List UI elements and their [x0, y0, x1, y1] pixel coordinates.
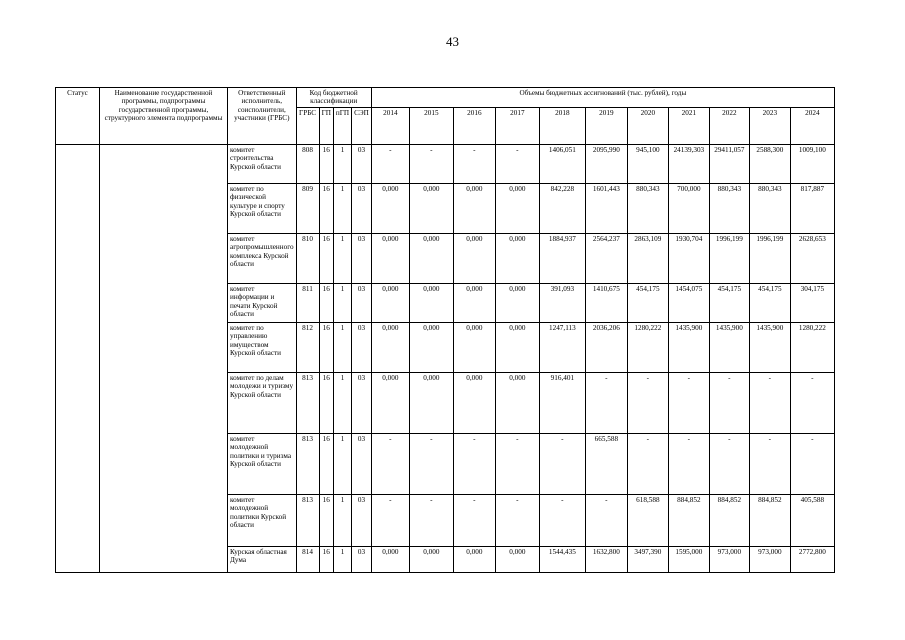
executor-cell: комитет агропромышленного комплекса Курской области — [228, 233, 297, 283]
value-cell: 0,000 — [453, 372, 495, 433]
value-cell: 880,343 — [709, 183, 749, 233]
value-cell: - — [749, 372, 790, 433]
code-cell: 03 — [352, 546, 372, 572]
value-cell: 3497,390 — [627, 546, 668, 572]
value-cell: 1544,435 — [539, 546, 585, 572]
value-cell: 0,000 — [453, 322, 495, 372]
header-year: 2019 — [585, 107, 627, 144]
code-cell: 16 — [319, 283, 333, 322]
value-cell: 665,588 — [585, 433, 627, 494]
value-cell: 817,887 — [790, 183, 834, 233]
value-cell: - — [539, 433, 585, 494]
code-cell: 03 — [352, 372, 372, 433]
value-cell: - — [495, 433, 539, 494]
code-cell: 16 — [319, 233, 333, 283]
header-budget-code: Код бюджетной классификации — [296, 88, 371, 108]
value-cell: 0,000 — [453, 546, 495, 572]
value-cell: 880,343 — [627, 183, 668, 233]
value-cell: 0,000 — [371, 233, 409, 283]
header-volumes: Объемы бюджетных ассигнований (тыс. рублей), годы — [371, 88, 834, 108]
value-cell: - — [749, 433, 790, 494]
header-year: 2023 — [749, 107, 790, 144]
code-cell: 1 — [333, 372, 351, 433]
header-code-gp: ГП — [319, 107, 333, 144]
value-cell: 1410,675 — [585, 283, 627, 322]
header-name: Наименование государственной программы, подпрограммы государственной программы, структурного элемента подпрограммы — [100, 88, 228, 145]
executor-cell: комитет молодежной политики Курской области — [228, 494, 297, 546]
value-cell: 0,000 — [495, 546, 539, 572]
value-cell: 916,401 — [539, 372, 585, 433]
code-cell: 1 — [333, 322, 351, 372]
value-cell: 0,000 — [453, 283, 495, 322]
value-cell: 1435,900 — [668, 322, 709, 372]
value-cell: 0,000 — [371, 183, 409, 233]
code-cell: 813 — [296, 494, 319, 546]
code-cell: 03 — [352, 283, 372, 322]
value-cell: 1247,113 — [539, 322, 585, 372]
value-cell: 0,000 — [495, 233, 539, 283]
value-cell: 0,000 — [495, 372, 539, 433]
value-cell: 618,588 — [627, 494, 668, 546]
code-cell: 03 — [352, 183, 372, 233]
value-cell: 1996,199 — [749, 233, 790, 283]
value-cell: 2863,109 — [627, 233, 668, 283]
value-cell: 1454,075 — [668, 283, 709, 322]
value-cell: 1601,443 — [585, 183, 627, 233]
value-cell: - — [539, 494, 585, 546]
header-year: 2020 — [627, 107, 668, 144]
header-row — [56, 88, 835, 108]
value-cell: 391,093 — [539, 283, 585, 322]
value-cell: 1930,704 — [668, 233, 709, 283]
value-cell: 1435,900 — [749, 322, 790, 372]
code-cell: 1 — [333, 494, 351, 546]
value-cell: 880,343 — [749, 183, 790, 233]
code-cell: 16 — [319, 183, 333, 233]
executor-cell: комитет строительства Курской области — [228, 144, 297, 183]
value-cell: 0,000 — [409, 183, 453, 233]
value-cell: - — [585, 372, 627, 433]
code-cell: 03 — [352, 433, 372, 494]
value-cell: - — [495, 494, 539, 546]
value-cell: 1884,937 — [539, 233, 585, 283]
executor-cell: комитет молодежной политики и туризма Курской области — [228, 433, 297, 494]
value-cell: 1280,222 — [790, 322, 834, 372]
code-cell: 03 — [352, 144, 372, 183]
value-cell: 0,000 — [371, 546, 409, 572]
value-cell: - — [495, 144, 539, 183]
value-cell: 454,175 — [709, 283, 749, 322]
value-cell: 0,000 — [371, 322, 409, 372]
value-cell: 0,000 — [371, 372, 409, 433]
value-cell: - — [371, 494, 409, 546]
value-cell: 2628,653 — [790, 233, 834, 283]
value-cell: 1996,199 — [709, 233, 749, 283]
budget-table — [55, 87, 835, 573]
code-cell: 809 — [296, 183, 319, 233]
executor-cell: комитет информации и печати Курской области — [228, 283, 297, 322]
program-name-cell — [100, 144, 228, 572]
value-cell: 1009,100 — [790, 144, 834, 183]
value-cell: 2036,206 — [585, 322, 627, 372]
header-code-grbs: ГРБС — [296, 107, 319, 144]
code-cell: 1 — [333, 233, 351, 283]
code-cell: 16 — [319, 546, 333, 572]
value-cell: 0,000 — [495, 183, 539, 233]
code-cell: 1 — [333, 183, 351, 233]
value-cell: 0,000 — [409, 322, 453, 372]
value-cell: 2564,237 — [585, 233, 627, 283]
value-cell: 2772,800 — [790, 546, 834, 572]
value-cell: - — [371, 144, 409, 183]
code-cell: 812 — [296, 322, 319, 372]
code-cell: 03 — [352, 233, 372, 283]
value-cell: - — [627, 372, 668, 433]
table-row — [56, 144, 835, 183]
value-cell: 2095,990 — [585, 144, 627, 183]
code-cell: 811 — [296, 283, 319, 322]
value-cell: 700,000 — [668, 183, 709, 233]
header-year: 2018 — [539, 107, 585, 144]
header-code-pgp: пГП — [333, 107, 351, 144]
value-cell: 0,000 — [409, 372, 453, 433]
value-cell: 405,588 — [790, 494, 834, 546]
value-cell: 0,000 — [409, 233, 453, 283]
header-year: 2017 — [495, 107, 539, 144]
header-year: 2022 — [709, 107, 749, 144]
value-cell: 945,100 — [627, 144, 668, 183]
value-cell: - — [409, 494, 453, 546]
value-cell: - — [790, 433, 834, 494]
value-cell: 0,000 — [409, 283, 453, 322]
value-cell: - — [627, 433, 668, 494]
code-cell: 808 — [296, 144, 319, 183]
value-cell: 454,175 — [627, 283, 668, 322]
value-cell: 29411,057 — [709, 144, 749, 183]
value-cell: 1595,000 — [668, 546, 709, 572]
value-cell: 454,175 — [749, 283, 790, 322]
value-cell: 884,852 — [749, 494, 790, 546]
value-cell: 1406,051 — [539, 144, 585, 183]
code-cell: 16 — [319, 322, 333, 372]
value-cell: - — [409, 144, 453, 183]
header-code-sep: СЭП — [352, 107, 372, 144]
value-cell: - — [790, 372, 834, 433]
value-cell: 973,000 — [709, 546, 749, 572]
header-year: 2024 — [790, 107, 834, 144]
code-cell: 813 — [296, 372, 319, 433]
value-cell: - — [371, 433, 409, 494]
code-cell: 16 — [319, 494, 333, 546]
page-number: 43 — [446, 34, 459, 49]
value-cell: - — [668, 433, 709, 494]
value-cell: - — [709, 433, 749, 494]
code-cell: 16 — [319, 433, 333, 494]
executor-cell: комитет по делам молодежи и туризму Курской области — [228, 372, 297, 433]
value-cell: 842,228 — [539, 183, 585, 233]
value-cell: 24139,303 — [668, 144, 709, 183]
value-cell: - — [668, 372, 709, 433]
code-cell: 814 — [296, 546, 319, 572]
header-year: 2015 — [409, 107, 453, 144]
value-cell: 0,000 — [371, 283, 409, 322]
code-cell: 03 — [352, 322, 372, 372]
value-cell: - — [453, 494, 495, 546]
value-cell: 1280,222 — [627, 322, 668, 372]
header-status: Статус — [56, 88, 100, 145]
executor-cell: комитет по физической культуре и спорту Курской области — [228, 183, 297, 233]
value-cell: 0,000 — [495, 322, 539, 372]
code-cell: 1 — [333, 144, 351, 183]
value-cell: 884,852 — [709, 494, 749, 546]
code-cell: 16 — [319, 144, 333, 183]
code-cell: 813 — [296, 433, 319, 494]
code-cell: 03 — [352, 494, 372, 546]
value-cell: - — [585, 494, 627, 546]
value-cell: 0,000 — [409, 546, 453, 572]
value-cell: 0,000 — [453, 183, 495, 233]
value-cell: 0,000 — [495, 283, 539, 322]
value-cell: 1632,800 — [585, 546, 627, 572]
code-cell: 1 — [333, 433, 351, 494]
value-cell: 884,852 — [668, 494, 709, 546]
value-cell: - — [453, 433, 495, 494]
header-year: 2016 — [453, 107, 495, 144]
value-cell: - — [453, 144, 495, 183]
code-cell: 810 — [296, 233, 319, 283]
header-executor: Ответственный исполнитель, соисполнители, участники (ГРБС) — [228, 88, 297, 145]
code-cell: 16 — [319, 372, 333, 433]
value-cell: 1435,900 — [709, 322, 749, 372]
executor-cell: Курская областная Дума — [228, 546, 297, 572]
value-cell: 973,000 — [749, 546, 790, 572]
value-cell: - — [409, 433, 453, 494]
status-cell — [56, 144, 100, 572]
code-cell: 1 — [333, 283, 351, 322]
header-year: 2021 — [668, 107, 709, 144]
value-cell: 0,000 — [453, 233, 495, 283]
code-cell: 1 — [333, 546, 351, 572]
value-cell: 304,175 — [790, 283, 834, 322]
executor-cell: комитет по управлению имуществом Курской области — [228, 322, 297, 372]
value-cell: - — [709, 372, 749, 433]
header-year: 2014 — [371, 107, 409, 144]
value-cell: 2588,300 — [749, 144, 790, 183]
